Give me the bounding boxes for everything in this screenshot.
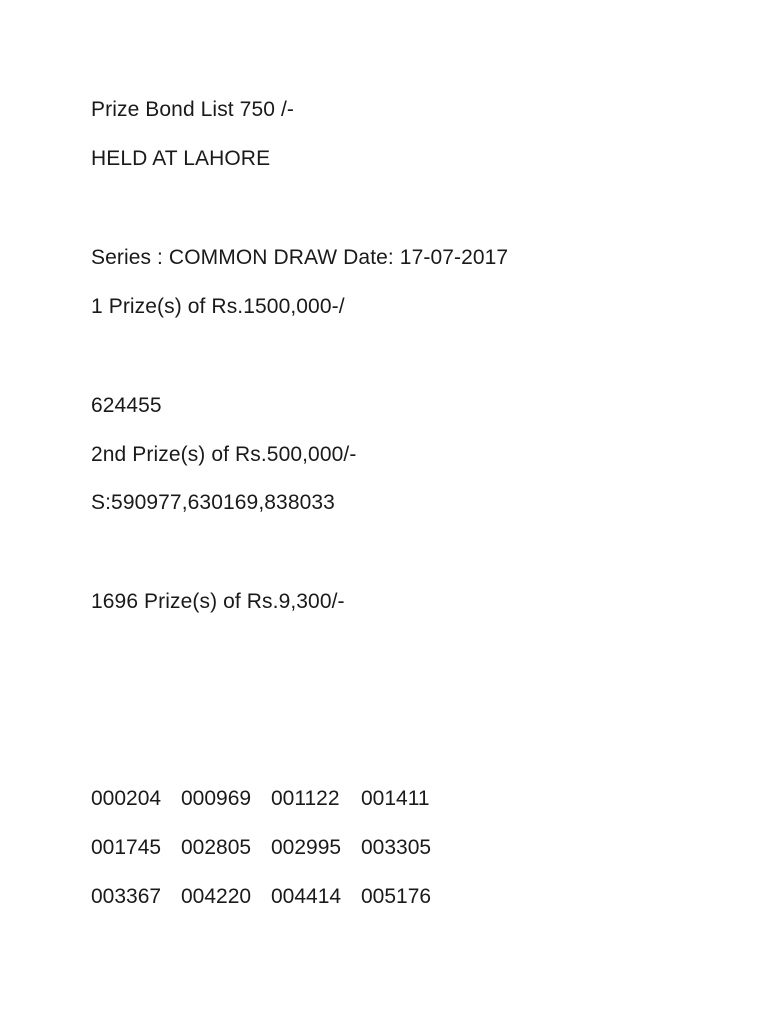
- third-prize-label: 1696 Prize(s) of Rs.9,300/-: [91, 590, 345, 613]
- first-prize-label: 1 Prize(s) of Rs.1500,000-/: [91, 295, 345, 318]
- prize-number-row: [91, 884, 431, 910]
- prize-number: 000969: [181, 787, 252, 810]
- prize-number: 002995: [271, 836, 342, 859]
- prize-number: 004414: [271, 885, 342, 908]
- draw-location: HELD AT LAHORE: [91, 147, 271, 170]
- prize-number: 003367: [91, 885, 162, 908]
- prize-number: 000204: [91, 787, 162, 810]
- prize-number: 005176: [361, 885, 432, 908]
- second-prize-label: 2nd Prize(s) of Rs.500,000/-: [91, 443, 357, 466]
- series-date-line: Series : COMMON DRAW Date: 17-07-2017: [91, 246, 509, 269]
- prize-number-row: [91, 786, 430, 812]
- second-prize-numbers: S:590977,630169,838033: [91, 491, 335, 514]
- prize-number: 004220: [181, 885, 252, 908]
- first-prize-number: 624455: [91, 394, 162, 417]
- prize-number: 001122: [271, 787, 340, 810]
- document-title: Prize Bond List 750 /-: [91, 98, 294, 121]
- prize-number: 001411: [361, 787, 430, 810]
- prize-number: 001745: [91, 836, 162, 859]
- prize-number: 002805: [181, 836, 252, 859]
- prize-number-row: [91, 835, 431, 861]
- prize-number: 003305: [361, 836, 432, 859]
